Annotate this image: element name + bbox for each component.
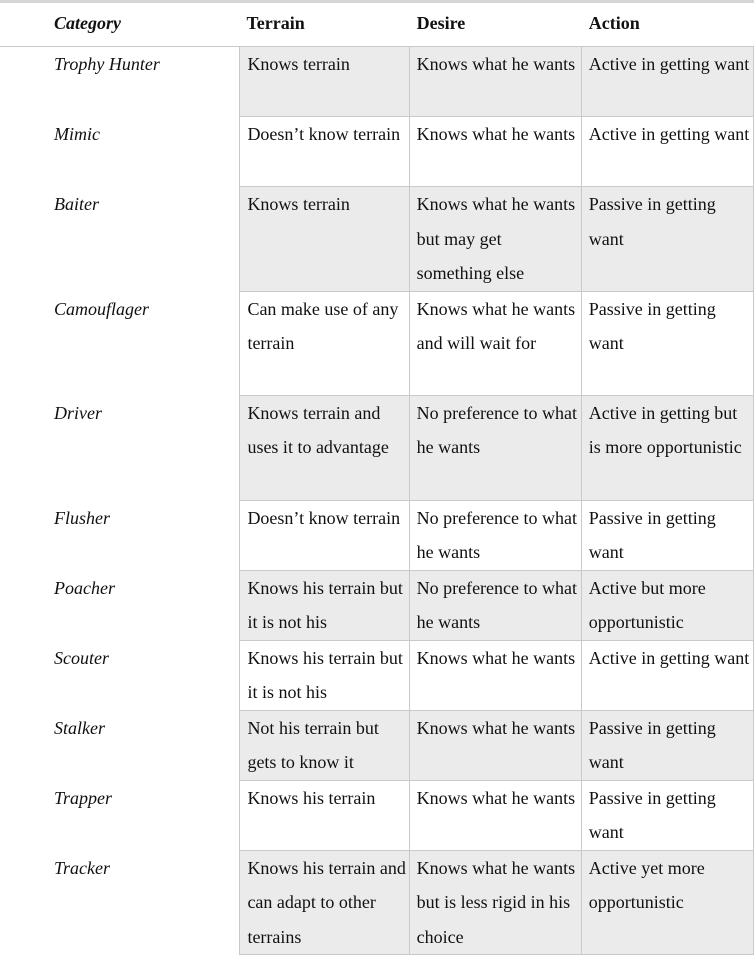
action-cell: Passive in getting want — [582, 781, 754, 851]
category-cell: Mimic — [0, 117, 239, 187]
desire-cell: Knows what he wants — [410, 711, 582, 781]
terrain-cell: Knows his terrain and can adapt to other terrains — [239, 851, 409, 956]
table-row — [0, 501, 754, 571]
table-row — [0, 781, 754, 851]
terrain-cell: Not his terrain but gets to know it — [239, 711, 409, 781]
desire-cell: Knows what he wants — [410, 641, 582, 711]
action-cell: Active in getting want — [582, 117, 754, 187]
table-row — [0, 47, 754, 117]
desire-cell: No preference to what he wants — [410, 396, 582, 501]
category-cell: Stalker — [0, 711, 239, 781]
category-cell: Baiter — [0, 187, 239, 292]
table-row — [0, 396, 754, 501]
action-cell: Active yet more opportunistic — [582, 851, 754, 956]
table-row — [0, 292, 754, 396]
action-cell: Active in getting want — [582, 47, 754, 117]
action-cell: Passive in getting want — [582, 187, 754, 292]
table-row — [0, 641, 754, 711]
terrain-cell: Knows his terrain but it is not his — [239, 641, 409, 711]
desire-cell: Knows what he wants — [410, 47, 582, 117]
category-cell: Camouflager — [0, 292, 239, 396]
category-cell: Flusher — [0, 501, 239, 571]
terrain-cell: Knows terrain and uses it to advantage — [239, 396, 409, 501]
desire-cell: No preference to what he wants — [410, 501, 582, 571]
header-terrain: Terrain — [239, 0, 409, 47]
category-cell: Scouter — [0, 641, 239, 711]
category-cell: Driver — [0, 396, 239, 501]
header-row — [0, 0, 754, 47]
terrain-cell: Knows his terrain — [239, 781, 409, 851]
terrain-cell: Knows terrain — [239, 187, 409, 292]
header-desire: Desire — [410, 0, 582, 47]
terrain-cell: Doesn’t know terrain — [239, 501, 409, 571]
table-row — [0, 117, 754, 187]
table-row — [0, 851, 754, 956]
action-cell: Active in getting but is more opportunistic — [582, 396, 754, 501]
action-cell: Passive in getting want — [582, 711, 754, 781]
terrain-cell: Doesn’t know terrain — [239, 117, 409, 187]
desire-cell: Knows what he wants but is less rigid in his choice — [410, 851, 582, 956]
desire-cell: Knows what he wants — [410, 117, 582, 187]
table-row — [0, 711, 754, 781]
action-cell: Active in getting want — [582, 641, 754, 711]
action-cell: Passive in getting want — [582, 292, 754, 396]
desire-cell: Knows what he wants — [410, 781, 582, 851]
desire-cell: Knows what he wants but may get something else — [410, 187, 582, 292]
table-row — [0, 187, 754, 292]
category-cell: Poacher — [0, 571, 239, 641]
table-row — [0, 571, 754, 641]
header-category: Category — [0, 0, 239, 47]
desire-cell: No preference to what he wants — [410, 571, 582, 641]
terrain-cell: Knows his terrain but it is not his — [239, 571, 409, 641]
desire-cell: Knows what he wants and will wait for — [410, 292, 582, 396]
category-cell: Tracker — [0, 851, 239, 956]
action-cell: Passive in getting want — [582, 501, 754, 571]
action-cell: Active but more opportunistic — [582, 571, 754, 641]
header-action: Action — [582, 0, 754, 47]
terrain-cell: Can make use of any terrain — [239, 292, 409, 396]
category-cell: Trophy Hunter — [0, 47, 239, 117]
category-cell: Trapper — [0, 781, 239, 851]
terrain-cell: Knows terrain — [239, 47, 409, 117]
